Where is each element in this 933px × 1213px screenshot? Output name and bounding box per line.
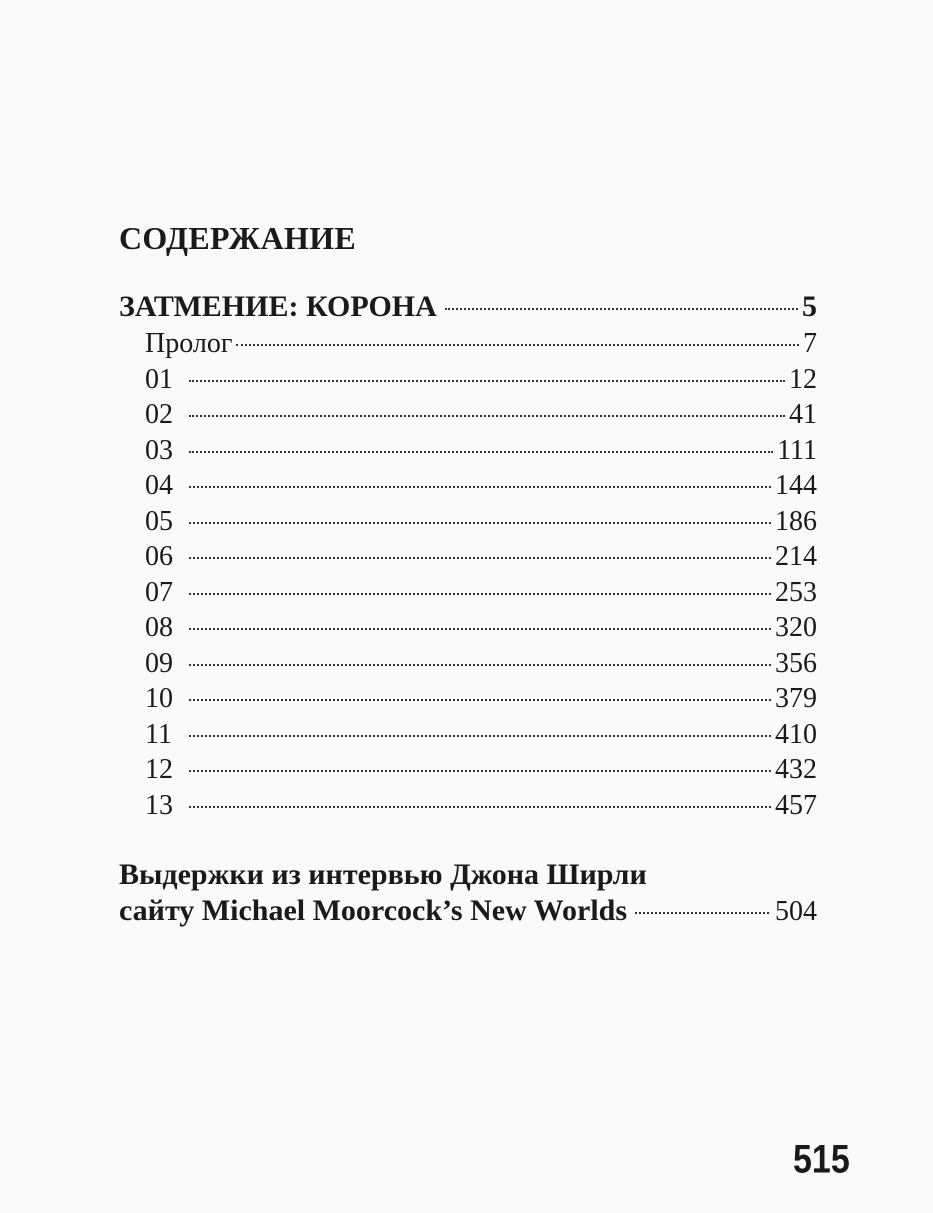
toc-entry-chapter [145, 752, 817, 788]
toc-entry-label: ЗАТМЕНИЕ: КОРОНА [119, 290, 437, 323]
toc-entry-chapter [145, 468, 817, 504]
toc-entry-chapter [145, 610, 817, 646]
toc-entry-label: 11 [145, 719, 172, 750]
toc-entry-page: 12 [789, 364, 817, 395]
toc-entry-label: 12 [145, 754, 173, 785]
dot-leader [189, 628, 771, 630]
toc-entry-label: 13 [145, 790, 173, 821]
toc-entry-label: 04 [145, 470, 173, 501]
toc-entry-appendix [119, 857, 817, 930]
toc-entry-prologue [145, 326, 817, 362]
toc-entry-label: 01 [145, 364, 173, 395]
toc-entry-page: 111 [777, 435, 817, 466]
toc-entry-page: 432 [775, 754, 817, 785]
toc-entry-page: 457 [775, 790, 817, 821]
toc-entry-page: 379 [775, 683, 817, 714]
toc-entry-chapter [145, 575, 817, 611]
dot-leader [236, 344, 799, 346]
toc-entry-page: 186 [775, 506, 817, 537]
dot-leader [189, 699, 771, 701]
dot-leader [189, 380, 785, 382]
toc-entry-page: 144 [775, 470, 817, 501]
toc-entry-chapter [145, 504, 817, 540]
dot-leader [189, 664, 771, 666]
toc-entry-label: 07 [145, 577, 173, 608]
toc-entry-page: 41 [789, 399, 817, 430]
toc-entry-label: Пролог [145, 328, 233, 359]
toc-entry-page: 410 [775, 719, 817, 750]
toc-entry-label: 03 [145, 435, 173, 466]
dot-leader [189, 486, 771, 488]
toc-entry-chapter [145, 539, 817, 575]
toc-entry-label: 08 [145, 612, 173, 643]
toc-entry-chapter [145, 397, 817, 433]
dot-leader [189, 415, 785, 417]
dot-leader [189, 806, 771, 808]
toc-entry-label: 09 [145, 648, 173, 679]
toc-entry-label: 06 [145, 541, 173, 572]
dot-leader [445, 308, 798, 310]
dot-leader [189, 593, 771, 595]
toc-entry-page: 504 [775, 896, 817, 927]
dot-leader [189, 770, 771, 772]
toc-entry-page: 253 [775, 577, 817, 608]
dot-leader [189, 522, 771, 524]
toc-entry-label: 10 [145, 683, 173, 714]
toc-entry-page: 5 [802, 290, 817, 323]
toc-entry-chapter [145, 681, 817, 717]
dot-leader [189, 735, 771, 737]
page-title: СОДЕРЖАНИЕ [119, 220, 357, 256]
toc-entry-page: 7 [803, 328, 817, 359]
toc-entry-line2 [119, 893, 817, 930]
page-number: 515 [793, 1137, 850, 1183]
toc-entry-page: 320 [775, 612, 817, 643]
toc-entry-chapter [145, 362, 817, 398]
toc-entry-label-line2: сайту Michael Moorcock’s New Worlds [119, 894, 628, 927]
toc-entry-chapter [145, 788, 817, 824]
toc-entry-label: 02 [145, 399, 173, 430]
toc-entry-label-line1: Выдержки из интервью Джона Ширли [119, 858, 647, 891]
dot-leader [189, 451, 773, 453]
toc-entry-chapter [145, 433, 817, 469]
toc-entry-chapter [145, 646, 817, 682]
toc-entry-page: 214 [775, 541, 817, 572]
dot-leader [189, 557, 771, 559]
toc-entry-chapter [145, 717, 817, 753]
toc-entry-label: 05 [145, 506, 173, 537]
toc-entry-page: 356 [775, 648, 817, 679]
dot-leader [635, 912, 769, 914]
toc-entry-part [119, 287, 817, 327]
